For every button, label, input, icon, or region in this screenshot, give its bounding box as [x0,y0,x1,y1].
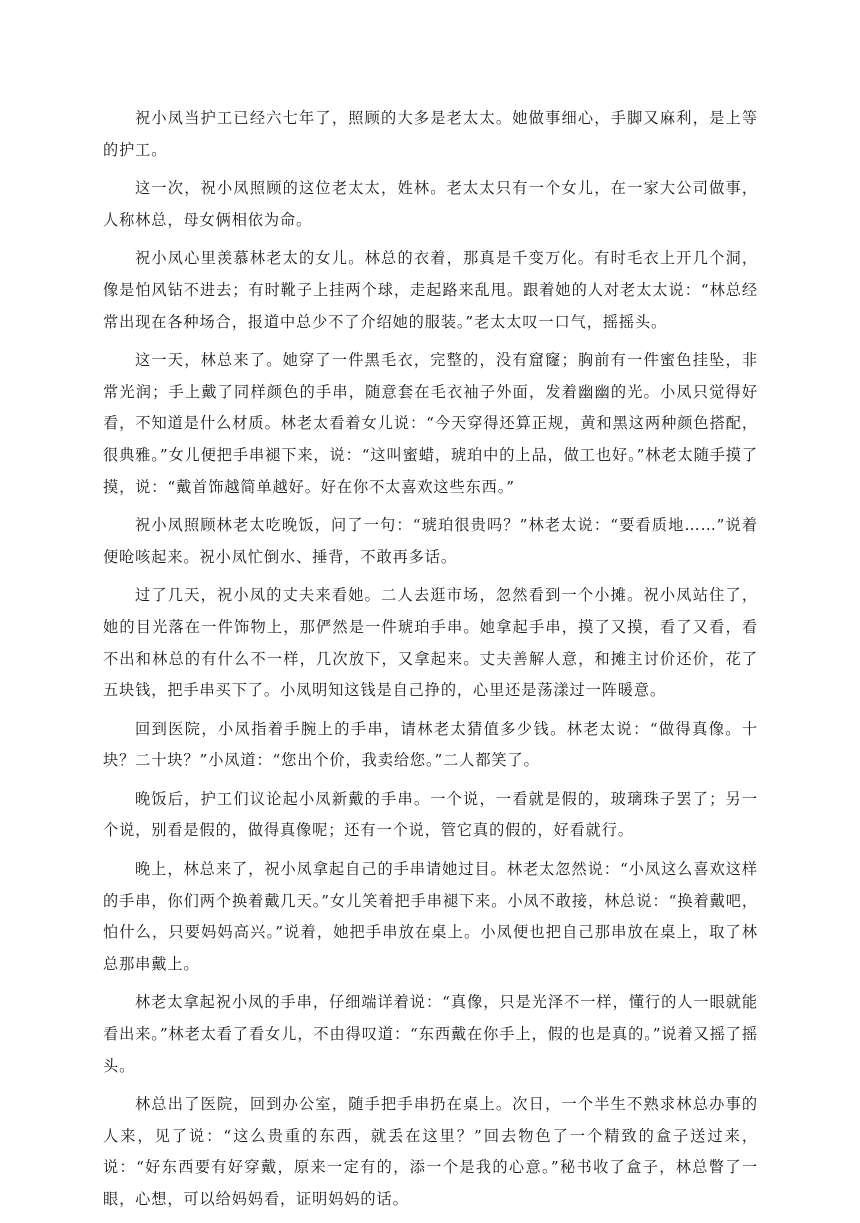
paragraph-8: 晚饭后，护工们议论起小凤新戴的手串。一个说，一看就是假的，玻璃珠子罢了；另一个说，别看是假的，做得真像呢；还有一个说，管它真的假的，好看就行。 [103,789,758,840]
paragraph-6: 过了几天，祝小凤的丈夫来看她。二人去逛市场，忽然看到一个小摊。祝小凤站住了，她的目光落在一件饰物上，那俨然是一件琥珀手串。她拿起手串，摸了又摸，看了又看，看不出和林总的有什么不一样，几次放下，又拿起来。丈夫善解人意，和摊主讨价还价，花了五块钱，把手串买下了。小凤明知这钱是自己挣的，心里还是荡漾过一阵暖意。 [103,586,758,700]
story-body [103,103,758,1223]
paragraph-11: 林总出了医院，回到办公室，随手把手串扔在桌上。次日，一个半生不熟求林总办事的人来，见了说：“这么贵重的东西，就丢在这里？”回去物色了一个精致的盒子送过来，说：“好东西要有好穿戴，原来一定有的，添一个是我的心意。”秘书收了盒子，林总瞥了一眼，心想，可以给妈妈看，证明妈妈的话。 [103,1095,758,1208]
paragraph-3: 祝小凤心里羡慕林老太的女儿。林总的衣着，那真是千变万化。有时毛衣上开几个洞，像是怕风钻不进去；有时靴子上挂两个球，走起路来乱甩。跟着她的人对老太太说：“林总经常出现在各种场合，报道中总少不了介绍她的服装。”老太太叹一口气，摇摇头。 [103,249,758,331]
paragraph-2: 这一次，祝小凤照顾的这位老太太，姓林。老太太只有一个女儿，在一家大公司做事，人称林总，母女俩相依为命。 [103,179,758,229]
paragraph-5: 祝小凤照顾林老太吃晚饭，问了一句：“琥珀很贵吗？”林老太说：“要看质地……”说着便呛咳起来。祝小凤忙倒水、捶背，不敢再多话。 [103,516,758,566]
paragraph-9: 晚上，林总来了，祝小凤拿起自己的手串请她过目。林老太忽然说：“小凤这么喜欢这样的手串，你们两个换着戴几天。”女儿笑着把手串褪下来。小凤不敢接，林总说：“换着戴吧，怕什么，只要妈妈高兴。”说着，她把手串放在桌上。小凤便也把自己那串放在桌上，取了林总那串戴上。 [103,860,758,973]
paragraph-1: 祝小凤当护工已经六七年了，照顾的大多是老太太。她做事细心，手脚又麻利，是上等的护工。 [103,109,758,159]
paragraph-10: 林老太拿起祝小凤的手串，仔细端详着说：“真像，只是光泽不一样，懂行的人一眼就能看出来。”林老太看了看女儿，不由得叹道：“东西戴在你手上，假的也是真的。”说着又摇了摇头。 [103,993,758,1075]
paragraph-4: 这一天，林总来了。她穿了一件黑毛衣，完整的，没有窟窿；胸前有一件蜜色挂坠，非常光润；手上戴了同样颜色的手串，随意套在毛衣袖子外面，发着幽幽的光。小凤只觉得好看，不知道是什么材质。林老太看着女儿说：“今天穿得还算正规，黄和黑这两种颜色搭配，很典雅。”女儿便把手串褪下来，说：“这叫蜜蜡，琥珀中的上品，做工也好。”林老太随手摸了摸，说：“戴首饰越简单越好。好在你不太喜欢这些东西。” [103,351,758,496]
paragraph-7: 回到医院，小凤指着手腕上的手串，请林老太猜值多少钱。林老太说：“做得真像。十块？二十块？”小凤道：“您出个价，我卖给您。”二人都笑了。 [103,719,758,770]
